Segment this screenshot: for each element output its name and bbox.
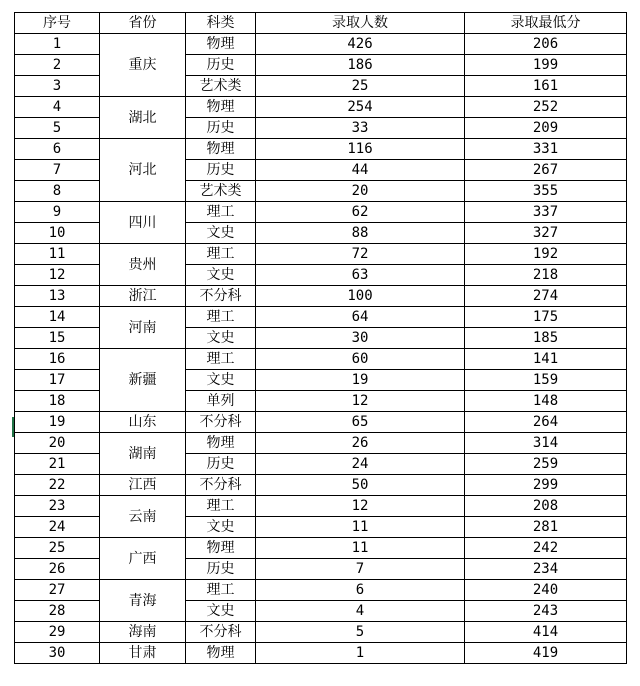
cell-subject[interactable]: 艺术类 (186, 181, 256, 202)
cell-subject[interactable]: 物理 (186, 643, 256, 664)
cell-count[interactable]: 12 (256, 496, 465, 517)
cell-no[interactable]: 11 (15, 244, 100, 265)
table-row (15, 244, 627, 265)
cell-no[interactable]: 28 (15, 601, 100, 622)
cell-no[interactable]: 8 (15, 181, 100, 202)
cell-subject[interactable]: 不分科 (186, 475, 256, 496)
cell-no[interactable]: 9 (15, 202, 100, 223)
cell-no[interactable]: 6 (15, 139, 100, 160)
cell-min-score[interactable]: 243 (465, 601, 627, 622)
cell-subject[interactable]: 理工 (186, 496, 256, 517)
cell-province[interactable]: 河南 (100, 307, 186, 349)
cell-count[interactable]: 12 (256, 391, 465, 412)
cell-subject[interactable]: 文史 (186, 601, 256, 622)
header-count[interactable]: 录取人数 (256, 13, 465, 34)
cell-min-score[interactable]: 414 (465, 622, 627, 643)
cell-min-score[interactable]: 175 (465, 307, 627, 328)
cell-no[interactable]: 20 (15, 433, 100, 454)
cell-count[interactable]: 5 (256, 622, 465, 643)
cell-no[interactable]: 24 (15, 517, 100, 538)
cell-count[interactable]: 7 (256, 559, 465, 580)
cell-count[interactable]: 65 (256, 412, 465, 433)
cell-province[interactable]: 广西 (100, 538, 186, 580)
cell-no[interactable]: 22 (15, 475, 100, 496)
cell-subject[interactable]: 物理 (186, 433, 256, 454)
table-row (15, 307, 627, 328)
cell-no[interactable]: 7 (15, 160, 100, 181)
row-selection-marker (12, 417, 14, 437)
cell-subject[interactable]: 文史 (186, 223, 256, 244)
cell-subject[interactable]: 历史 (186, 118, 256, 139)
table-row (15, 643, 627, 664)
cell-province[interactable]: 浙江 (100, 286, 186, 307)
cell-count[interactable]: 25 (256, 76, 465, 97)
cell-no[interactable]: 27 (15, 580, 100, 601)
table-row (15, 496, 627, 517)
cell-count[interactable]: 63 (256, 265, 465, 286)
cell-province[interactable]: 云南 (100, 496, 186, 538)
cell-no[interactable]: 10 (15, 223, 100, 244)
cell-subject[interactable]: 历史 (186, 454, 256, 475)
cell-no[interactable]: 16 (15, 349, 100, 370)
cell-no[interactable]: 25 (15, 538, 100, 559)
table-row (15, 139, 627, 160)
cell-min-score[interactable]: 218 (465, 265, 627, 286)
cell-subject[interactable]: 不分科 (186, 286, 256, 307)
cell-count[interactable]: 4 (256, 601, 465, 622)
cell-count[interactable]: 6 (256, 580, 465, 601)
cell-province[interactable]: 贵州 (100, 244, 186, 286)
table-row (15, 538, 627, 559)
cell-subject[interactable]: 历史 (186, 160, 256, 181)
cell-min-score[interactable]: 274 (465, 286, 627, 307)
header-province[interactable]: 省份 (100, 13, 186, 34)
cell-count[interactable]: 64 (256, 307, 465, 328)
cell-no[interactable]: 30 (15, 643, 100, 664)
cell-min-score[interactable]: 185 (465, 328, 627, 349)
table-row (15, 475, 627, 496)
cell-count[interactable]: 19 (256, 370, 465, 391)
cell-count[interactable]: 1 (256, 643, 465, 664)
cell-count[interactable]: 33 (256, 118, 465, 139)
cell-subject[interactable]: 物理 (186, 538, 256, 559)
table-row (15, 202, 627, 223)
cell-no[interactable]: 12 (15, 265, 100, 286)
table-row (15, 622, 627, 643)
cell-no[interactable]: 3 (15, 76, 100, 97)
cell-min-score[interactable]: 141 (465, 349, 627, 370)
cell-count[interactable]: 88 (256, 223, 465, 244)
cell-min-score[interactable]: 264 (465, 412, 627, 433)
cell-subject[interactable]: 文史 (186, 265, 256, 286)
cell-province[interactable]: 河北 (100, 139, 186, 202)
cell-subject[interactable]: 文史 (186, 328, 256, 349)
cell-subject[interactable]: 历史 (186, 55, 256, 76)
cell-min-score[interactable]: 192 (465, 244, 627, 265)
cell-count[interactable]: 100 (256, 286, 465, 307)
cell-count[interactable]: 20 (256, 181, 465, 202)
cell-no[interactable]: 17 (15, 370, 100, 391)
cell-count[interactable]: 116 (256, 139, 465, 160)
cell-min-score[interactable]: 259 (465, 454, 627, 475)
cell-subject[interactable]: 文史 (186, 517, 256, 538)
cell-count[interactable]: 30 (256, 328, 465, 349)
table-row (15, 433, 627, 454)
cell-min-score[interactable]: 234 (465, 559, 627, 580)
cell-province[interactable]: 青海 (100, 580, 186, 622)
cell-subject[interactable]: 理工 (186, 580, 256, 601)
cell-province[interactable]: 海南 (100, 622, 186, 643)
cell-subject[interactable]: 理工 (186, 307, 256, 328)
cell-province[interactable]: 山东 (100, 412, 186, 433)
header-subject[interactable]: 科类 (186, 13, 256, 34)
cell-min-score[interactable]: 159 (465, 370, 627, 391)
cell-subject[interactable]: 理工 (186, 202, 256, 223)
cell-province[interactable]: 甘肃 (100, 643, 186, 664)
cell-no[interactable]: 1 (15, 34, 100, 55)
header-no[interactable]: 序号 (15, 13, 100, 34)
cell-province[interactable]: 湖北 (100, 97, 186, 139)
cell-subject[interactable]: 艺术类 (186, 76, 256, 97)
cell-count[interactable]: 24 (256, 454, 465, 475)
cell-count[interactable]: 62 (256, 202, 465, 223)
cell-subject[interactable]: 不分科 (186, 622, 256, 643)
cell-subject[interactable]: 理工 (186, 244, 256, 265)
cell-min-score[interactable]: 331 (465, 139, 627, 160)
cell-count[interactable]: 11 (256, 517, 465, 538)
table-row (15, 412, 627, 433)
header-min-score[interactable]: 录取最低分 (465, 13, 627, 34)
cell-no[interactable]: 19 (15, 412, 100, 433)
cell-count[interactable]: 60 (256, 349, 465, 370)
table-row (15, 97, 627, 118)
cell-no[interactable]: 23 (15, 496, 100, 517)
cell-count[interactable]: 26 (256, 433, 465, 454)
cell-province[interactable]: 湖南 (100, 433, 186, 475)
cell-count[interactable]: 426 (256, 34, 465, 55)
cell-no[interactable]: 2 (15, 55, 100, 76)
spreadsheet-area (14, 12, 627, 664)
cell-province[interactable]: 四川 (100, 202, 186, 244)
cell-min-score[interactable]: 206 (465, 34, 627, 55)
cell-subject[interactable]: 物理 (186, 139, 256, 160)
cell-subject[interactable]: 理工 (186, 349, 256, 370)
cell-province[interactable]: 江西 (100, 475, 186, 496)
cell-no[interactable]: 13 (15, 286, 100, 307)
cell-min-score[interactable]: 355 (465, 181, 627, 202)
cell-subject[interactable]: 物理 (186, 34, 256, 55)
cell-no[interactable]: 26 (15, 559, 100, 580)
cell-min-score[interactable]: 242 (465, 538, 627, 559)
cell-count[interactable]: 44 (256, 160, 465, 181)
cell-min-score[interactable]: 161 (465, 76, 627, 97)
cell-no[interactable]: 29 (15, 622, 100, 643)
cell-min-score[interactable]: 281 (465, 517, 627, 538)
cell-min-score[interactable]: 209 (465, 118, 627, 139)
cell-no[interactable]: 4 (15, 97, 100, 118)
cell-count[interactable]: 186 (256, 55, 465, 76)
cell-no[interactable]: 18 (15, 391, 100, 412)
cell-no[interactable]: 14 (15, 307, 100, 328)
table-row (15, 349, 627, 370)
cell-min-score[interactable]: 208 (465, 496, 627, 517)
cell-count[interactable]: 254 (256, 97, 465, 118)
cell-count[interactable]: 50 (256, 475, 465, 496)
cell-no[interactable]: 21 (15, 454, 100, 475)
cell-subject[interactable]: 文史 (186, 370, 256, 391)
table-row (15, 580, 627, 601)
table-body (15, 34, 627, 664)
cell-min-score[interactable]: 199 (465, 55, 627, 76)
cell-province[interactable]: 重庆 (100, 34, 186, 97)
cell-subject[interactable]: 不分科 (186, 412, 256, 433)
cell-min-score[interactable]: 419 (465, 643, 627, 664)
cell-min-score[interactable]: 314 (465, 433, 627, 454)
cell-no[interactable]: 5 (15, 118, 100, 139)
cell-min-score[interactable]: 148 (465, 391, 627, 412)
cell-min-score[interactable]: 299 (465, 475, 627, 496)
admission-table (14, 12, 627, 664)
cell-province[interactable]: 新疆 (100, 349, 186, 412)
cell-subject[interactable]: 物理 (186, 97, 256, 118)
cell-min-score[interactable]: 327 (465, 223, 627, 244)
cell-min-score[interactable]: 337 (465, 202, 627, 223)
cell-min-score[interactable]: 252 (465, 97, 627, 118)
header-row (15, 13, 627, 34)
cell-subject[interactable]: 单列 (186, 391, 256, 412)
cell-subject[interactable]: 历史 (186, 559, 256, 580)
table-row (15, 34, 627, 55)
cell-count[interactable]: 11 (256, 538, 465, 559)
table-row (15, 286, 627, 307)
cell-count[interactable]: 72 (256, 244, 465, 265)
cell-min-score[interactable]: 240 (465, 580, 627, 601)
cell-no[interactable]: 15 (15, 328, 100, 349)
cell-min-score[interactable]: 267 (465, 160, 627, 181)
